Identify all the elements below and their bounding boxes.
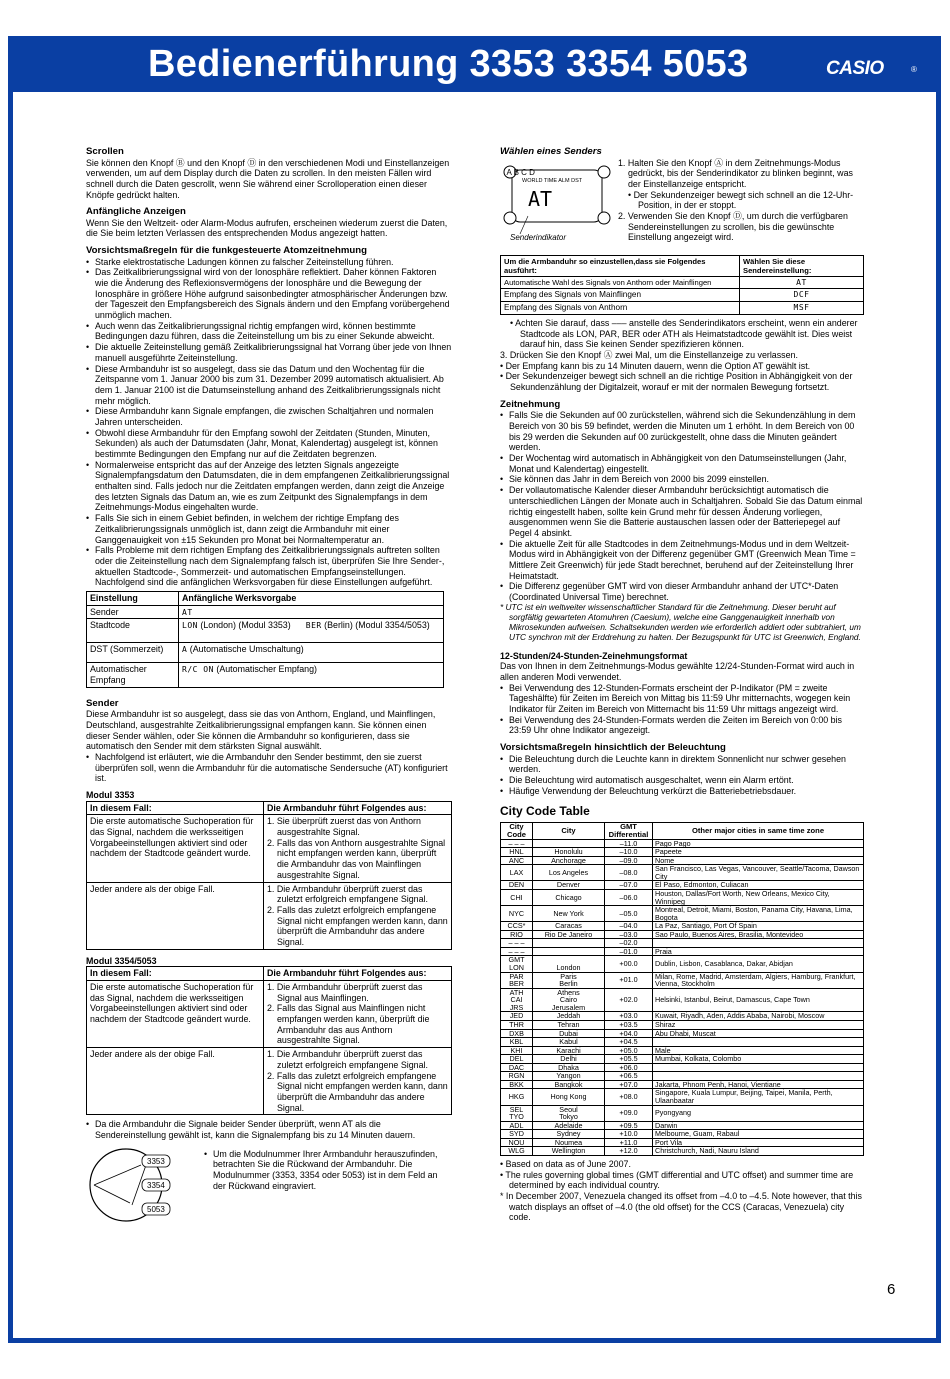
module-label: 3354 (147, 1180, 165, 1190)
table-cell: Houston, Dallas/Fort Worth, New Orleans, Mexico City, Winnipeg (653, 889, 864, 905)
table-cell: RIO (501, 930, 533, 939)
both-list (86, 1119, 452, 1140)
button-a-label: A B C D (506, 167, 535, 177)
module-3353-heading: Modul 3353 (86, 790, 135, 800)
table-cell: +03.0 (605, 1012, 653, 1021)
note-text: • Based on data as of June 2007. (500, 1158, 631, 1169)
table-row (87, 815, 452, 882)
table-cell: Delhi (533, 1055, 605, 1064)
step-text: 2. Verwenden Sie den Knopf Ⓓ, um durch die verfügbaren Sendereinstellungen zu scrollen, bis die gewünschte Einstellung angezeigt wird. (618, 210, 848, 243)
table-cell: Empfang des Signals von Mainflingen (501, 289, 740, 302)
table-row (501, 302, 864, 315)
table-cell: Sao Paulo, Buenos Aires, Brasilia, Montevideo (653, 930, 864, 939)
table-cell: DST (Sommerzeit) (87, 643, 179, 663)
page-number: 6 (887, 1281, 896, 1298)
hour-format-heading: 12-Stunden/24-Stunden-Zeinehmungsformat (500, 650, 688, 661)
table-row (501, 865, 864, 881)
table-cell: Los Angeles (533, 865, 605, 881)
lcd-value: A (182, 645, 188, 655)
defaults-table (86, 591, 444, 688)
table-cell (264, 882, 452, 949)
table-cell: Shiraz (653, 1020, 864, 1029)
table-cell: –11.0 (605, 839, 653, 848)
scroll-heading: Scrollen (86, 146, 124, 157)
table-cell: +02.0 (605, 988, 653, 1012)
table-row (501, 889, 864, 905)
step-text: 2. Falls das zuletzt erfolgreich empfangene Signal nicht empfangen werden kann, dann überprüft die Armbanduhr das andere Signal. (267, 904, 448, 947)
precautions-heading: Vorsichtsmaßregeln für die funkgesteuerte Atomzeitnehmung (86, 245, 367, 257)
table-cell: ADL (501, 1121, 533, 1130)
table-cell: –09.0 (605, 856, 653, 865)
table-cell: El Paso, Edmonton, Culiacan (653, 881, 864, 890)
receiver-table (500, 255, 864, 316)
city-table-body (501, 839, 864, 1155)
mode-labels: WORLD TIME ALM DST (522, 177, 583, 184)
cell-text: (Berlin) (Modul 3354/5053) (321, 620, 430, 631)
table-row (501, 822, 864, 839)
table-row (501, 922, 864, 931)
table-row (501, 1012, 864, 1021)
table-cell: –04.0 (605, 922, 653, 931)
step-text: • Der Sekundenzeiger bewegt sich schnell an die richtige Position in Abhängigkeit von der Sekundenzählung der Digitalzeit, worauf er mit der normalen Bewegung fortsetzt. (500, 371, 853, 393)
table-cell: Athens Cairo Jerusalem (533, 988, 605, 1012)
table-cell: Die erste automatische Suchoperation für das Signal, nachdem die werksseitigen Vorgabeeinstellungen aktiviert sind oder nachdem der Stadtcode geändert wurde. (87, 815, 264, 882)
lcd-value: AT (182, 607, 193, 617)
cell-text: (London) (Modul 3353) (197, 620, 291, 631)
table-cell: Papeete (653, 848, 864, 857)
table-cell: RGN (501, 1072, 533, 1081)
table-cell: –07.0 (605, 881, 653, 890)
table-cell: +03.5 (605, 1020, 653, 1029)
table-header: Other major cities in same time zone (653, 822, 864, 839)
table-cell: +05.5 (605, 1055, 653, 1064)
list-item: • Der vollautomatische Kalender dieser Armbanduhr berücksichtigt automatisch die unterschiedlichen Längen der Monate auch in Schaltjahren. Sobald Sie das Datum einmal richtig eingestellt haben, sollte kein Grund mehr für dessen Änderung vorliegen, ausgenommen wenn Sie die Batterie austauschen lassen oder der Batteriepegel auf Pegel 4 absinkt. (500, 485, 864, 538)
table-cell: Kabul (533, 1038, 605, 1047)
table-cell: Jeder andere als der obige Fall. (87, 882, 264, 949)
table-cell: Noumea (533, 1138, 605, 1147)
table-cell: ANC (501, 856, 533, 865)
city-code-table (500, 822, 864, 1156)
lcd-value: LON (182, 621, 198, 631)
table-cell: LAX (501, 865, 533, 881)
module-note-list (204, 1149, 444, 1192)
table-cell: JED (501, 1012, 533, 1021)
table-cell: NYC (501, 906, 533, 922)
module-3354-table (86, 966, 452, 1115)
precautions-list (86, 257, 452, 588)
step-text: • Der Sekundenzeiger bewegt sich schnell an die 12-Uhr-Position, in der er stoppt. (628, 189, 854, 211)
table-cell: +01.0 (605, 972, 653, 988)
table-cell: Nome (653, 856, 864, 865)
table-cell (533, 947, 605, 956)
table-cell: +08.0 (605, 1089, 653, 1105)
table-cell: Seoul Tokyo (533, 1105, 605, 1121)
table-cell: New York (533, 906, 605, 922)
table-cell: Caracas (533, 922, 605, 931)
table-header: Einstellung (87, 591, 179, 605)
table-cell: Sydney (533, 1130, 605, 1139)
table-header: Die Armbanduhr führt Folgendes aus: (264, 801, 452, 815)
select-sender-heading: Wählen eines Senders (500, 146, 602, 157)
table-row (501, 1038, 864, 1047)
list-item: • Die Beleuchtung durch die Leuchte kann in direktem Sonnenlicht nur schwer gesehen werden. (500, 754, 864, 775)
cell-text: (Automatische Umschaltung) (189, 644, 304, 655)
step-text: 1. Die Armbanduhr überprüft zuerst das Signal aus Mainflingen. (267, 982, 423, 1003)
sender-indicator-lcd: AT (528, 186, 553, 211)
table-cell: San Francisco, Las Vegas, Vancouver, Seattle/Tacoma, Dawson City (653, 865, 864, 881)
table-row (501, 939, 864, 948)
table-cell: GMT LON (501, 956, 533, 972)
table-header: City (533, 822, 605, 839)
module-label: 3353 (147, 1156, 165, 1166)
table-cell: Karachi (533, 1046, 605, 1055)
table-cell: HNL (501, 848, 533, 857)
table-cell: Praia (653, 947, 864, 956)
table-cell: +06.0 (605, 1063, 653, 1072)
step-text: 2. Falls das Signal aus Mainflingen nicht empfangen werden kann, überprüft die Armbanduhr das aus Anthorn ausgestrahlte Signal. (267, 1003, 430, 1046)
list-item: • Obwohl diese Armbanduhr für den Empfang sowohl der Zeitdaten (Stunden, Minuten, Sekunden) als auch der Datumsdaten (Jahr, Monat, Kalendertag) ausgelegt ist, können bestimmte Bedingungen den Empfang nur auf die Zeitdaten begrenzen. (86, 428, 452, 460)
table-cell: Adelaide (533, 1121, 605, 1130)
table-cell: WLG (501, 1147, 533, 1156)
list-item: • Falls Sie die Sekunden auf 00 zurückstellen, während sich die Sekundenzählung in dem Bereich von 30 bis 59 befindet, werden die Minuten um 1 erhöht. In dem Bereich von 00 bis 29 werden die Sekunden auf 00 zurückgestellt, ohne dass die Minuten geändert werden. (500, 410, 864, 453)
step-text: • Der Empfang kann bis zu 14 Minuten dauern, wenn die Option AT gewählt ist. (500, 360, 811, 371)
table-cell: +11.0 (605, 1138, 653, 1147)
watch-diagram (500, 158, 864, 252)
table-cell: Paris Berlin (533, 972, 605, 988)
sender-list (86, 752, 452, 784)
table-cell: Empfang des Signals von Anthorn (501, 302, 740, 315)
sender-indicator-label: Senderindikator (510, 232, 567, 242)
table-cell: +09.5 (605, 1121, 653, 1130)
list-item: • Die aktuelle Zeiteinstellung gemäß Zeitkalibrierungssignal hat Vorrang über jede von Ihnen manuell ausgeführte Zeiteinstellung. (86, 342, 452, 363)
light-heading: Vorsichtsmaßregeln hinsichtlich der Beleuchtung (500, 742, 726, 753)
table-cell: CHI (501, 889, 533, 905)
table-row (501, 848, 864, 857)
module-label: 5053 (147, 1204, 165, 1214)
table-cell: +10.0 (605, 1130, 653, 1139)
table-cell: ATH CAI JRS (501, 988, 533, 1012)
table-cell: SYD (501, 1130, 533, 1139)
table-cell: London (533, 956, 605, 972)
list-item: • Da die Armbanduhr die Signale beider Sender überprüft, wenn AT als die Sendereinstellung gewählt ist, kann die Signalempfang bis zu 14 Minuten dauern. (86, 1119, 452, 1140)
list-item: • Die Beleuchtung wird automatisch ausgeschaltet, wenn ein Alarm ertönt. (500, 775, 864, 786)
table-cell: Montreal, Detroit, Miami, Boston, Panama City, Havana, Lima, Bogota (653, 906, 864, 922)
initial-heading: Anfängliche Anzeigen (86, 206, 186, 218)
table-cell: Bangkok (533, 1080, 605, 1089)
list-item: • Sie können das Jahr in dem Bereich von 2000 bis 2099 einstellen. (500, 474, 864, 485)
table-row (501, 255, 864, 276)
lcd-value: BER (305, 621, 322, 631)
left-column (86, 146, 452, 1225)
table-cell: THR (501, 1020, 533, 1029)
table-cell: –10.0 (605, 848, 653, 857)
list-item: • Diese Armbanduhr ist so ausgelegt, dass sie das Datum und den Wochentag für die Zeitspanne vom 1. Januar 2000 bis zum 31. Dezember 2099 automatisch aktualisiert. Ab dem 1. Januar 2100 ist die Datumseinstellung anhand des Zeitkalibrierungssignals nicht mehr möglich. (86, 364, 452, 407)
table-cell: BKK (501, 1080, 533, 1089)
table-row (501, 1063, 864, 1072)
list-item: • Nachfolgend ist erläutert, wie die Armbanduhr den Sender bestimmt, den sie zuerst überprüfen soll, wenn die Armbanduhr für die automatische Sendersuche (AT) konfiguriert ist. (86, 752, 452, 784)
table-header: Anfängliche Werksvorgabe (179, 591, 444, 605)
right-column (500, 146, 864, 1223)
table-cell: +09.0 (605, 1105, 653, 1121)
table-header: Die Armbanduhr führt Folgendes aus: (264, 967, 452, 981)
lcd-value: R/C ON (182, 665, 214, 675)
table-cell: MSF (740, 302, 864, 315)
table-cell: Dubai (533, 1029, 605, 1038)
table-cell: Mumbai, Kolkata, Colombo (653, 1055, 864, 1064)
table-cell: Melbourne, Guam, Rabaul (653, 1130, 864, 1139)
table-cell: – – – (501, 947, 533, 956)
cell-text: (Automatischer Empfang) (213, 664, 317, 675)
step-text: 1. Sie überprüft zuerst das von Anthorn ausgestrahlte Signal. (267, 816, 421, 838)
list-item: • Normalerweise entspricht das auf der Anzeige des letzten Signals angezeigte Signalempfangsdatum den Datumsdaten, die in dem empfangenen Zeitkalibrierungssignal enthalten sind. Falls jedoch nur die Zeitdaten empfangen werden, dann zeigt die Anzeige des letzten Signals das Datum an, wie es zum Zeitpunkt des Signalempfangs in dem Zeitnehmungs-Modus eingehalten wurde. (86, 460, 452, 513)
table-cell: Dhaka (533, 1063, 605, 1072)
table-cell (533, 939, 605, 948)
table-row (87, 643, 444, 663)
table-cell: DCF (740, 289, 864, 302)
table-cell: NOU (501, 1138, 533, 1147)
list-item: • Diese Armbanduhr kann Signale empfangen, die zwischen Schaltjahren und normalen Jahren unterscheiden. (86, 406, 452, 427)
list-item: • Starke elektrostatische Ladungen können zu falscher Zeiteinstellung führen. (86, 257, 452, 268)
list-item: • Falls Sie sich in einem Gebiet befinden, in welchem der richtige Empfang des Zeitkalibrierungssignals unmöglich ist, dann zeigt die Armbanduhr mit einer Ganggenauigkeit von ±15 Sekunden pro Monat bei Normaltemperatur an. (86, 513, 452, 545)
table-cell: Jeder andere als der obige Fall. (87, 1048, 264, 1115)
light-list (500, 754, 864, 797)
step-text: 2. Falls das von Anthorn ausgestrahlte Signal nicht empfangen werden kann, überprüft die Armbanduhr das von Mainflingen ausgestrahlte Signal. (267, 837, 446, 880)
table-cell: DXB (501, 1029, 533, 1038)
table-cell: Rio De Janeiro (533, 930, 605, 939)
table-cell: Port Vila (653, 1138, 864, 1147)
table-cell: Hong Kong (533, 1089, 605, 1105)
table-cell: Christchurch, Nadi, Nauru Island (653, 1147, 864, 1156)
table-cell (179, 663, 444, 687)
module-3353-table (86, 801, 452, 950)
list-item: • Um die Modulnummer Ihrer Armbanduhr herauszufinden, betrachten Sie die Rückwand der Armbanduhr. Die Modulnummer (3353, 3354 oder 5053) ist in dem Feld an der Rückwand eingraviert. (204, 1149, 444, 1192)
timekeeping-list (500, 410, 864, 602)
list-item: • Bei Verwendung des 24-Stunden-Formats werden die Zeiten im Bereich von 0:00 bis 23:59 Uhr ohne Indikator angezeigt. (500, 715, 864, 736)
table-cell: Automatischer Empfang (87, 663, 179, 687)
utc-note: * UTC ist ein weltweiter wissenschaftlicher Standard für die Zeitnehmung. Dieser beruht auf sorgfältig gewarteten Atomuhren (Caesium), welche eine Ganggenauigkeit innerhalb von Mikrosekunden aufweisen. Schaltsekunden werden wie erforderlich addiert oder subtrahiert, um UTC synchron mit der Erddrehung zu halten. Der Bezugspunkt für UTC ist Greenwich, England. (500, 601, 861, 642)
table-row (87, 619, 444, 643)
table-cell: – – – (501, 939, 533, 948)
table-row (501, 930, 864, 939)
table-cell: Yangon (533, 1072, 605, 1081)
step-text: 3. Drücken Sie den Knopf Ⓐ zwei Mal, um die Einstellanzeige zu verlassen. (500, 350, 798, 361)
table-cell: +04.5 (605, 1038, 653, 1047)
table-cell: –06.0 (605, 889, 653, 905)
table-cell: Darwin (653, 1121, 864, 1130)
timekeeping-heading: Zeitnehmung (500, 398, 561, 410)
note-text: * In December 2007, Venezuela changed its offset from –4.0 to –4.5. Note however, that this watch displays an offset of –4.0 (the old offset) for the CCS (Caracas, Venezuela) city code. (500, 1191, 862, 1223)
table-cell (303, 619, 444, 643)
table-cell (179, 605, 444, 619)
table-cell (653, 1038, 864, 1047)
table-cell: –08.0 (605, 865, 653, 881)
table-cell: –05.0 (605, 906, 653, 922)
table-row (501, 947, 864, 956)
table-cell: Anchorage (533, 856, 605, 865)
table-cell: HKG (501, 1089, 533, 1105)
table-cell: Automatische Wahl des Signals von Anthorn oder Mainflingen (501, 276, 740, 289)
table-cell: Abu Dhabi, Muscat (653, 1029, 864, 1038)
casio-logo: CASIO (826, 58, 884, 79)
table-cell: –01.0 (605, 947, 653, 956)
table-cell: +04.0 (605, 1029, 653, 1038)
table-cell: Singapore, Kuala Lumpur, Beijing, Taipei, Manila, Perth, Ulaanbaatar (653, 1089, 864, 1105)
table-cell: Wellington (533, 1147, 605, 1156)
table-row (87, 605, 444, 619)
table-cell: Pago Pago (653, 839, 864, 848)
step-text: 1. Die Armbanduhr überprüft zuerst das zuletzt erfolgreich empfangene Signal. (267, 1049, 428, 1070)
table-cell (653, 939, 864, 948)
table-row (501, 1055, 864, 1064)
table-cell: AT (740, 276, 864, 289)
table-row (501, 276, 864, 289)
table-cell (179, 643, 444, 663)
table-row (501, 1029, 864, 1038)
list-item: • Die aktuelle Zeit für alle Stadtcodes in dem Zeitnehmungs-Modus und in dem Weltzeit-Modus wird in Abhängigkeit von der Differenz gegenüber GMT (Greenwich Mean Time = Mittlere Zeit Greenwich) für jede Stadt berechnet, beruhend auf der Zeiteinstellung Ihrer Heimatstadt. (500, 539, 864, 582)
table-cell: PAR BER (501, 972, 533, 988)
table-cell: +12.0 (605, 1147, 653, 1156)
initial-text: Wenn Sie den Weltzeit- oder Alarm-Modus aufrufen, erscheinen wiederum zuerst die Daten, die Sie beim letzten Verlassen des entsprechenden Modus angezeigt hatten. (86, 217, 448, 239)
table-header: Wählen Sie diese Sendereinstellung: (740, 255, 864, 276)
table-cell (264, 815, 452, 882)
watch-back-icon (86, 1145, 196, 1225)
table-cell: DAC (501, 1063, 533, 1072)
city-table-heading: City Code Table (500, 804, 590, 819)
table-row (501, 1020, 864, 1029)
table-cell: Dublin, Lisbon, Casablanca, Dakar, Abidjan (653, 956, 864, 972)
table-cell: Milan, Rome, Madrid, Amsterdam, Algiers, Hamburg, Frankfurt, Vienna, Stockholm (653, 972, 864, 988)
sender-text: Diese Armbanduhr ist so ausgelegt, dass sie das von Anthorn, England, und Mainflingen, Deutschland, ausgestrahlte Zeitkalibrierungssignal empfangen kann. Sie können einen dieser Sender wählen, oder Sie können die Armbanduhr so konfigurieren, dass sie automatisch den Sender mit dem stärksten Signal auswählt. (86, 709, 436, 752)
list-item: • Der Wochentag wird automatisch in Abhängigkeit von den Datumseinstellungen (Jahr, Monat und Kalendertag) eingestellt. (500, 453, 864, 474)
table-header: In diesem Fall: (87, 801, 264, 815)
list-item: • Bei Verwendung des 12-Stunden-Formats erscheint der P-Indikator (PM = zweite Tageshälfte) für Zeiten im Bereich von Mittag bis 11:59 Uhr mitternachts, wogegen kein Indikator für Zeiten im Bereich von Mitternacht bis 11:59 Uhr mittags angezeigt wird. (500, 683, 864, 715)
city-notes (500, 1159, 864, 1223)
table-cell: Denver (533, 881, 605, 890)
table-cell: Male (653, 1046, 864, 1055)
scroll-text: Sie können den Knopf Ⓑ und den Knopf Ⓓ in den verschiedenen Modi und Einstellanzeigen verwenden, um auf dem Display durch die Daten zu scrollen. In den meisten Fällen wird schnell durch die Daten gescrollt, wenn Sie während einer Scrolloperation einen dieser Knöpfe gedrückt halten. (86, 157, 450, 200)
table-row (501, 956, 864, 972)
page-title: Bedienerführung 3353 3354 5053 (148, 43, 749, 85)
registered-mark: ® (911, 65, 917, 74)
table-cell: Sender (87, 605, 179, 619)
step-text: 1. Die Armbanduhr überprüft zuerst das zuletzt erfolgreich empfangene Signal. (267, 883, 428, 905)
list-item: • Auch wenn das Zeitkalibrierungssignal richtig empfangen wird, können bestimmte Bedingungen dazu führen, dass die Zeiteinstellung um bis zu einer Sekunde abweicht. (86, 321, 452, 342)
sender-heading: Sender (86, 697, 119, 709)
table-row (501, 972, 864, 988)
table-cell: Stadtcode (87, 619, 179, 643)
hour-format-text: Das von Ihnen in dem Zeitnehmungs-Modus gewählte 12/24-Stunden-Format wird auch in allen anderen Modi verwendet. (500, 661, 855, 682)
table-cell: Chicago (533, 889, 605, 905)
table-cell (653, 1063, 864, 1072)
module-illustration (86, 1145, 452, 1225)
table-cell: –02.0 (605, 939, 653, 948)
table-cell: KHI (501, 1046, 533, 1055)
table-row (87, 1048, 452, 1115)
table-cell: SEL TYO (501, 1105, 533, 1121)
table-row (87, 663, 444, 687)
list-item: • Die Differenz gegenüber GMT wird von dieser Armbanduhr anhand der UTC*-Daten (Coordinated Universal Time) berechnet. (500, 581, 864, 602)
table-header: Um die Armbanduhr so einzustellen,dass sie Folgendes ausführt: (501, 255, 740, 276)
table-cell: Pyongyang (653, 1105, 864, 1121)
table-cell: –03.0 (605, 930, 653, 939)
table-header: GMT Differential (605, 822, 653, 839)
table-cell: DEN (501, 881, 533, 890)
module-3354-heading: Modul 3354/5053 (86, 955, 157, 966)
table-cell: La Paz, Santiago, Port Of Spain (653, 922, 864, 931)
table-row (501, 1089, 864, 1105)
table-cell: Jakarta, Phnom Penh, Hanoi, Vientiane (653, 1080, 864, 1089)
table-cell: +07.0 (605, 1080, 653, 1089)
table-row (501, 906, 864, 922)
table-cell: Die erste automatische Suchoperation für das Signal, nachdem die werksseitigen Vorgabeeinstellungen aktiviert sind oder nachdem der Stadtcode geändert wurde. (87, 981, 264, 1048)
table-cell (179, 619, 303, 643)
table-row (501, 1147, 864, 1156)
table-cell: Kuwait, Riyadh, Aden, Addis Ababa, Nairobi, Moscow (653, 1012, 864, 1021)
list-item: • Häufige Verwendung der Beleuchtung verkürzt die Batteriebetriebsdauer. (500, 786, 864, 797)
table-cell: Honolulu (533, 848, 605, 857)
table-row (501, 289, 864, 302)
table-cell: Tehran (533, 1020, 605, 1029)
step-text: 1. Halten Sie den Knopf Ⓐ in dem Zeitnehmungs-Modus gedrückt, bis der Senderindikator zu blinken beginnt, was der Einstellanzeige entspricht. (618, 157, 853, 189)
note-text: • The rules governing global times (GMT differential and UTC offset) and summer time are determined by each individual country. (500, 1169, 854, 1191)
step-text: 2. Falls das zuletzt erfolgreich empfangene Signal nicht empfangen werden kann, dann überprüft die Armbanduhr das andere Signal. (267, 1070, 448, 1113)
table-cell (264, 981, 452, 1048)
table-cell: KBL (501, 1038, 533, 1047)
table-cell (264, 1048, 452, 1115)
table-cell: DEL (501, 1055, 533, 1064)
table-row (87, 981, 452, 1048)
table-cell: +00.0 (605, 956, 653, 972)
table-row (501, 988, 864, 1012)
steps-list (618, 158, 862, 244)
hour-format-list (500, 683, 864, 736)
table-cell: +06.5 (605, 1072, 653, 1081)
table-cell: CCS* (501, 922, 533, 931)
steps2-list (500, 318, 864, 393)
table-cell: +05.0 (605, 1046, 653, 1055)
table-cell: Jeddah (533, 1012, 605, 1021)
table-row (87, 882, 452, 949)
table-header: City Code (501, 822, 533, 839)
list-item: • Das Zeitkalibrierungssignal wird von der Ionosphäre reflektiert. Daher können Faktoren wie die Änderung des Reflexionsvermögens der Ionosphäre und die Bewegung der Ionosphäre in größere Höhe aufgrund saisonbedingter atmosphärischer Änderungen bzw. der Tageszeit den Empfangsbereich des Signals ändern und den Empfang vorübergehend unmöglich machen. (86, 267, 452, 320)
table-header: In diesem Fall: (87, 967, 264, 981)
table-row (501, 1105, 864, 1121)
table-cell: – – – (501, 839, 533, 848)
list-item: • Falls Probleme mit dem richtigen Empfang des Zeitkalibrierungssignals auftreten sollten oder die Zeiteinstellung nach dem Signalempfang falsch ist, überprüfen Sie Ihre Sender-, aktuellen Stadtcode-, Sommerzeit- und automatischen Empfangseinstellungen. Nachfolgend sind die anfänglichen Werksvorgaben für diese Einstellungen aufgeführt. (86, 545, 452, 588)
step-text: • Achten Sie darauf, dass ––– anstelle des Senderindikators erscheint, wenn ein anderer Stadtcode als LON, PAR, BER oder ATH als Heimatstadtcode gewählt ist. Dies weist darauf hin, dass Sie keinen Sender spezifizieren können. (510, 318, 858, 350)
table-cell: Helsinki, Istanbul, Beirut, Damascus, Cape Town (653, 988, 864, 1012)
